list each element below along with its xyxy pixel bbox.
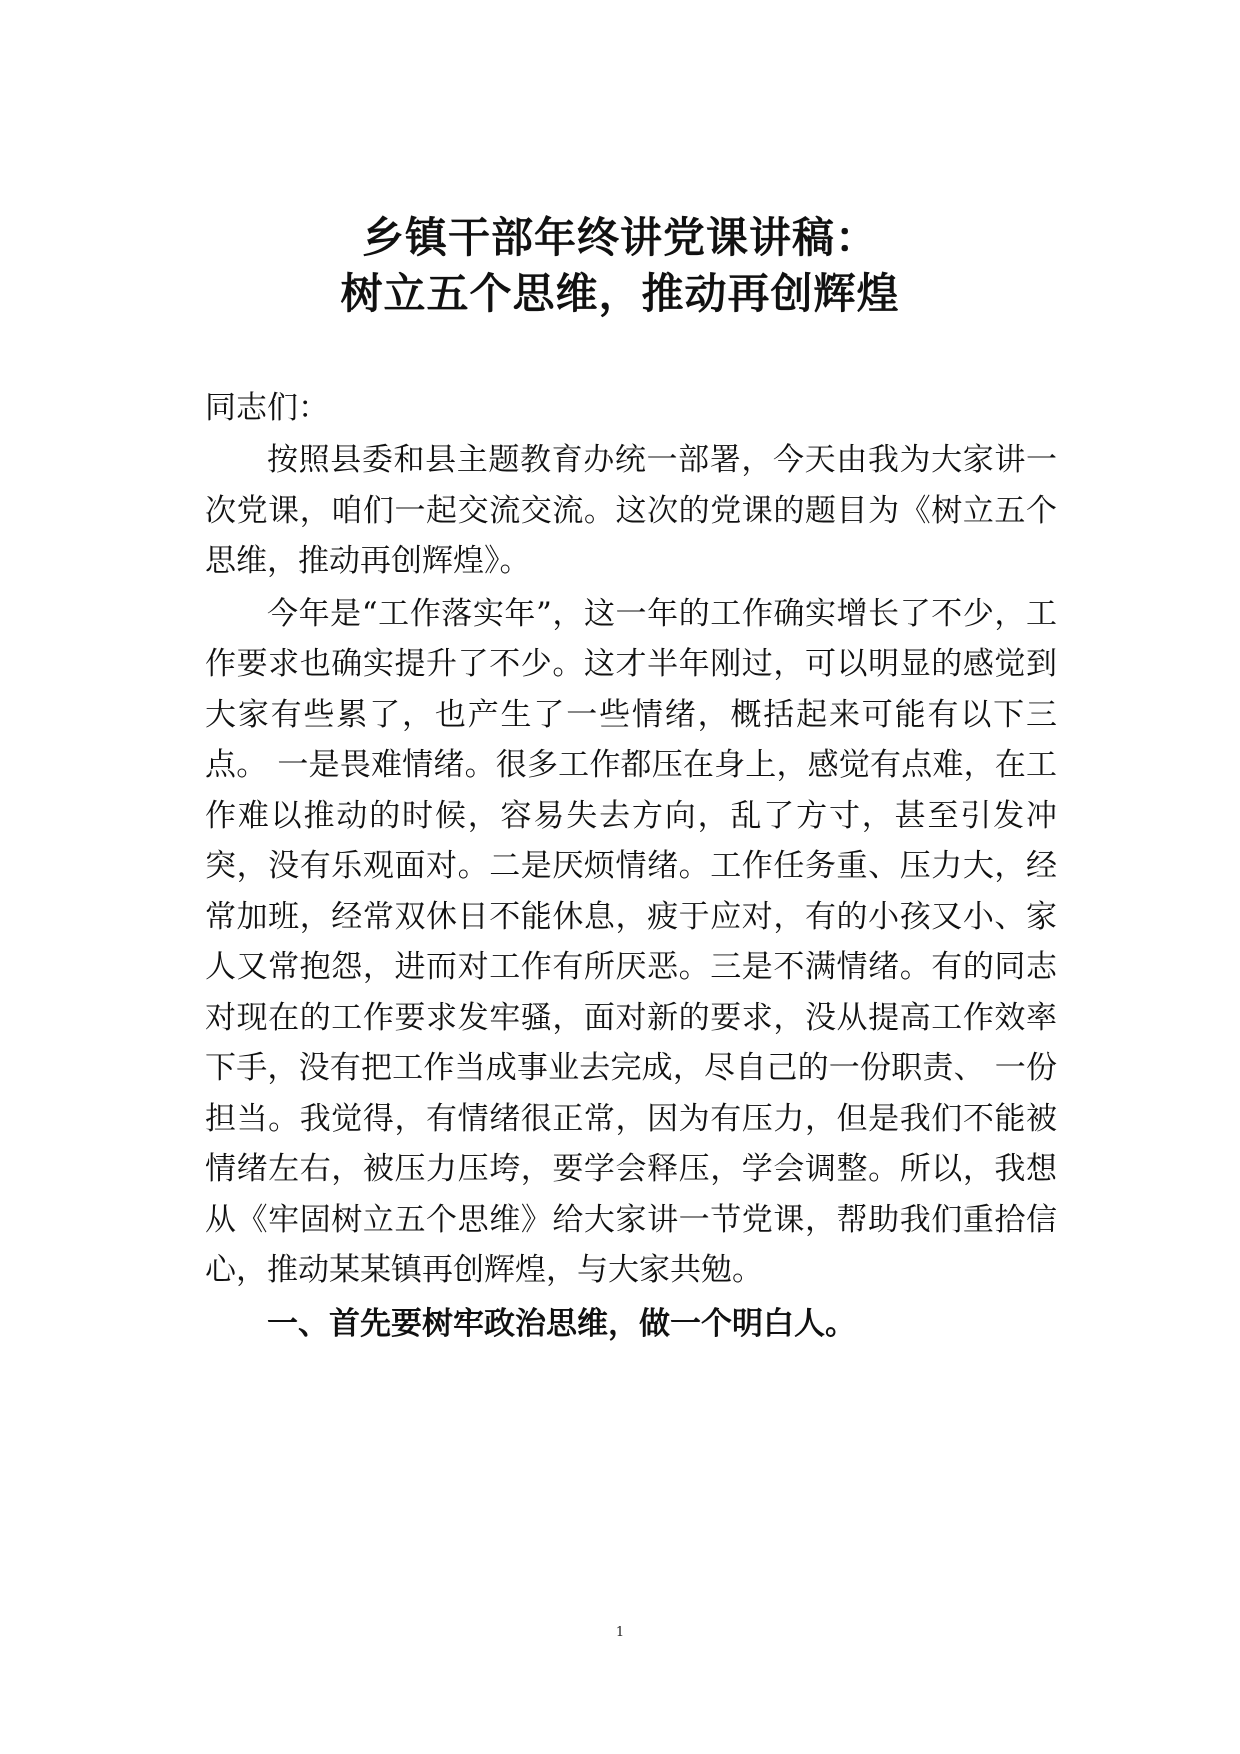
section-heading: 一、首先要树牢政治思维，做一个明白人。 bbox=[267, 1305, 856, 1342]
document-title bbox=[0, 210, 1240, 322]
title-line-1: 乡镇干部年终讲党课讲稿： bbox=[361, 213, 878, 262]
page-number: 1 bbox=[615, 1625, 625, 1640]
paragraph-main: 今年是“工作落实年”，这一年的工作确实增长了不少，工作要求也确实提升了不少。这才半年刚过，可以明显的感觉到大家有些累了，也产生了一些情绪，概括起来可能有以下三点。 一是畏难情绪。很多工作都压在身上，感觉有点难，在工作难以推动的时候，容易失去方向，乱了方寸，甚至引发冲突，没有乐观面对。二是厌烦情绪。工作任务重、压力大，经常加班，经常双休日不能休息，疲于应对，有的小孩又小、家人又常抱怨，进而对工作有所厌恶。三是不满情绪。有的同志对现在的工作要求发牢骚，面对新的要求，没从提高工作效率下手，没有把工作当成事业去完成，尽自己的一份职责、 一份担当。我觉得，有情绪很正常，因为有压力，但是我们不能被情绪左右，被压力压垮，要学会释压，学会调整。所以，我想从《牢固树立五个思维》给大家讲一节党课，帮助我们重拾信心，推动某某镇再创辉煌，与大家共勉。 bbox=[205, 595, 1057, 1288]
title-line-2: 树立五个思维，推动再创辉煌 bbox=[340, 269, 900, 318]
salutation: 同志们： bbox=[205, 390, 329, 426]
paragraph-intro: 按照县委和县主题教育办统一部署，今天由我为大家讲一次党课，咱们一起交流交流。这次的党课的题目为《树立五个思维，推动再创辉煌》。 bbox=[205, 442, 1057, 579]
document-body bbox=[205, 383, 1057, 1350]
